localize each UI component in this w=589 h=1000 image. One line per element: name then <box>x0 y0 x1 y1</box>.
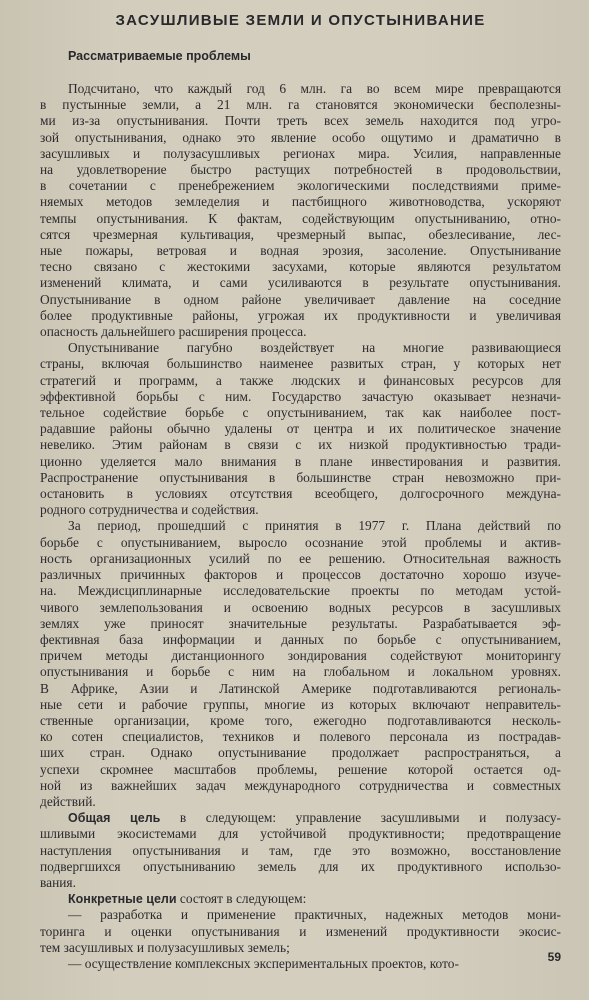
text-line: шливыми экосистемами для устойчивой продуктивности; предотвращение <box>40 826 561 842</box>
text-line: фективная база информации и данных по борьбе с опустыниванием, <box>40 631 561 647</box>
text-line: тем засушливых и полузасушливых земель; <box>40 939 290 955</box>
text-line: засушливых и полузасушливых регионах мира. Усилия, направленные <box>40 145 561 161</box>
text-line: темпы опустынивания. К фактам, содействующим опустыниванию, отно- <box>40 210 561 226</box>
text-line: торинга и оценки опустынивания и изменений продуктивности экосис- <box>40 923 561 939</box>
text-line: За период, прошедший с принятия в 1977 г. Плана действий по <box>68 518 561 534</box>
text-line: остановить в условиях отсутствия всеобщего, долгосрочного междуна- <box>40 486 561 502</box>
text-line: вания. <box>40 874 76 890</box>
text-line: Опустынивание пагубно воздействует на многие развивающиеся <box>68 340 561 356</box>
text-line: страны, включая большинство наименее развитых стран, у которых нет <box>40 356 561 372</box>
text-line: стратегий и программ, а также людских и финансовых ресурсов для <box>40 372 561 388</box>
text-line: на удовлетворение быстро растущих потребностей в продовольствии, <box>40 162 561 178</box>
paragraph <box>40 907 561 956</box>
line-text: в следующем: управление засушливыми и полузасу- <box>160 810 561 826</box>
text-line: зой опустынивания, однако это явление особо ощутимо и драматично в <box>40 129 561 145</box>
text-line: наступления опустынивания и там, где это возможно, восстановление <box>40 842 561 858</box>
text-line: успехи скромнее масштабов проблемы, решение которой остается од- <box>40 761 561 777</box>
text-line: более продуктивные районы, угрожая их продуктивности и увеличивая <box>40 307 561 323</box>
text-line: в пустынные земли, а 21 млн. га становятся экономически бесполезны- <box>40 97 561 113</box>
lead-term: Общая цель <box>68 811 161 826</box>
text-line: Опустынивание в одном районе увеличивает давление на соседние <box>40 291 561 307</box>
line-text: состоят в следующем: <box>176 891 307 907</box>
text-line: ми из-за опустынивания. Почти треть всех земель находится под угро- <box>40 113 561 129</box>
text-line: землях уже приносят значительные результаты. Разрабатывается эф- <box>40 615 561 631</box>
text-line: на. Междисциплинарные исследовательские проекты по методам устой- <box>40 583 561 599</box>
text-line: сятся чрезмерная культивация, чрезмерный выпас, обезлесивание, лес- <box>40 226 561 242</box>
section-subtitle: Рассматриваемые проблемы <box>68 49 251 63</box>
text-line: ность организационных усилий по ее решению. Относительная важность <box>40 550 561 566</box>
text-line: ко сотен специалистов, техников и полевого персонала из пострадав- <box>40 729 561 745</box>
text-line: эффективной борьбы с ним. Государство зачастую оказывает незначи- <box>40 388 561 404</box>
text-line: — разработка и применение практичных, надежных методов мони- <box>68 907 561 923</box>
text-line: действий. <box>40 793 96 809</box>
text-line: различных причинных факторов и процессов достаточно хорошо изуче- <box>40 567 561 583</box>
text-line: опасность дальнейшего расширения процесса. <box>40 324 307 340</box>
paragraph <box>40 956 561 972</box>
text-line: в сочетании с пренебрежением экологическими последствиями приме- <box>40 178 561 194</box>
text-line <box>40 810 561 826</box>
text-line: невелико. Этим районам в связи с их низкой продуктивностью тради- <box>40 437 561 453</box>
text-line: опустынивания и борьбе с ним на глобальном и локальном уровнях. <box>40 664 561 680</box>
text-line: родного сотрудничества и содействия. <box>40 502 259 518</box>
page-number: 59 <box>547 950 561 964</box>
text-line: Распространение опустынивания в большинстве стран невозможно при- <box>40 469 561 485</box>
text-line: ные пожары, ветровая и водная эрозия, засоление. Опустынивание <box>40 243 561 259</box>
body-text <box>40 81 561 972</box>
text-line: Подсчитано, что каждый год 6 млн. га во всем мире превращаются <box>68 81 561 96</box>
text-line: подвергшихся опустыниванию земель для их продуктивного использо- <box>40 858 561 874</box>
text-line: няемых методов земледелия и пастбищного животноводства, ускоряют <box>40 194 561 210</box>
text-line: радавшие районы обычно удалены от центра и их политическое значение <box>40 421 561 437</box>
text-line: тесно связано с жестокими засухами, которые являются результатом <box>40 259 561 275</box>
paragraph <box>40 518 561 810</box>
paragraph <box>40 810 561 891</box>
text-line: ной из важнейших задач международного сотрудничества и совместных <box>40 777 561 793</box>
text-line: — осуществление комплексных экспериментальных проектов, кото- <box>68 955 459 971</box>
text-line: причем методы дистанционного зондирования содействуют мониторингу <box>40 648 561 664</box>
text-line: ционно уделяется мало внимания в плане инвестирования и развития. <box>40 453 561 469</box>
lead-term: Конкретные цели <box>68 892 177 907</box>
paragraph <box>40 340 561 518</box>
text-line: чивого землепользования и освоению водных ресурсов в засушливых <box>40 599 561 615</box>
page-title: ЗАСУШЛИВЫЕ ЗЕМЛИ И ОПУСТЫНИВАНИЕ <box>115 12 486 29</box>
text-line: ших стран. Однако опустынивание продолжает распространяться, а <box>40 745 561 761</box>
text-line: В Африке, Азии и Латинской Америке подготавливаются региональ- <box>40 680 561 696</box>
text-line: борьбе с опустыниванием, выросло осознание этой проблемы и актив- <box>40 534 561 550</box>
paragraph <box>40 891 561 907</box>
text-line: ные сети и рабочие группы, многие из которых включают неправитель- <box>40 696 561 712</box>
paragraph <box>40 81 561 340</box>
text-line: изменений климата, и сами усиливаются в результате опустынивания. <box>40 275 561 291</box>
text-line <box>40 891 561 907</box>
text-line: тельное содействие борьбе с опустыниванием, так как наиболее пост- <box>40 405 561 421</box>
text-line: ственные организации, кроме того, ежегодно подготавливаются несколь- <box>40 712 561 728</box>
